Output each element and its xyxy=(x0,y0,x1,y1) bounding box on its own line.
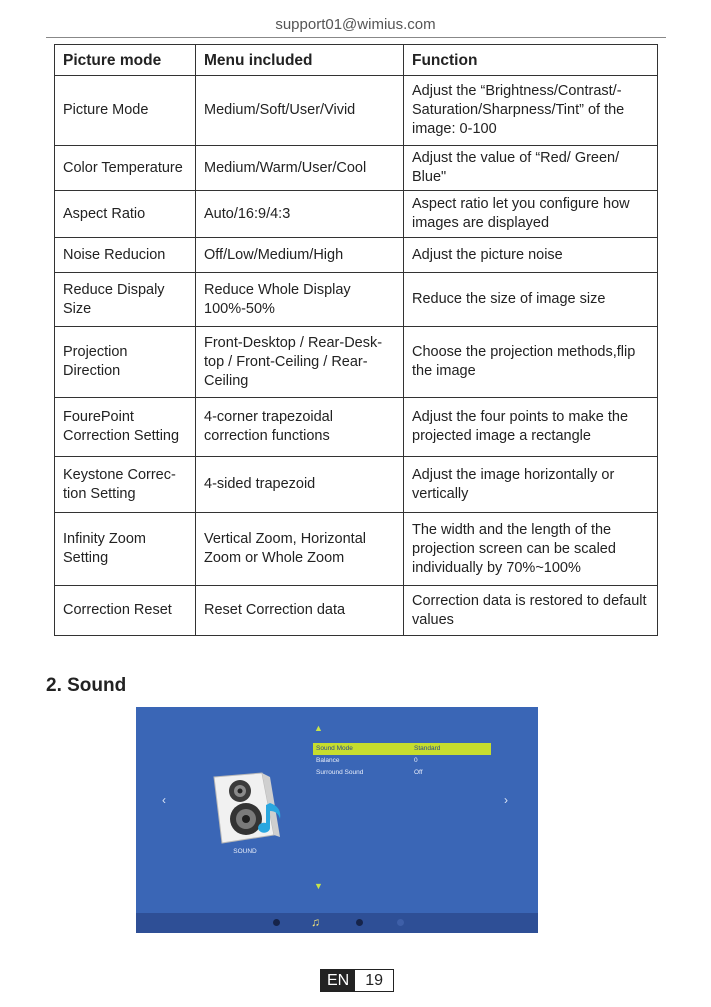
table-row xyxy=(55,273,658,327)
cell-mode: Keystone Correc-tion Setting xyxy=(55,457,196,513)
column-header: Picture mode xyxy=(55,45,196,76)
table-row xyxy=(55,398,658,457)
picture-category-icon[interactable] xyxy=(273,919,280,926)
cell-mode: Infinity Zoom Setting xyxy=(55,513,196,586)
cell-mode: Noise Reducion xyxy=(55,238,196,273)
cell-mode: Projection Direction xyxy=(55,327,196,398)
cell-function: Choose the projection methods,flip the image xyxy=(404,327,658,398)
cell-menu: Reset Correction data xyxy=(196,586,404,636)
table-row xyxy=(55,76,658,146)
menu-item-balance[interactable] xyxy=(313,755,491,767)
table-row xyxy=(55,327,658,398)
menu-item-label: Balance xyxy=(316,757,340,764)
cell-mode: FourePoint Correction Setting xyxy=(55,398,196,457)
cell-mode: Aspect Ratio xyxy=(55,191,196,238)
scroll-up-arrow-icon[interactable]: ▲ xyxy=(314,723,323,733)
setup-category-icon[interactable] xyxy=(397,919,404,926)
cell-menu: Reduce Whole Display 100%-50% xyxy=(196,273,404,327)
cell-function: Adjust the four points to make the projected image a rectangle xyxy=(404,398,658,457)
cell-function: Correction data is restored to default values xyxy=(404,586,658,636)
menu-item-sound-mode[interactable] xyxy=(313,743,491,755)
cell-menu: Auto/16:9/4:3 xyxy=(196,191,404,238)
scroll-down-arrow-icon[interactable]: ▼ xyxy=(314,881,323,891)
language-tag: EN xyxy=(321,970,355,991)
table-row xyxy=(55,586,658,636)
cell-function: Adjust the “Brightness/Contrast/-Saturation/Sharpness/Tint” of the image: 0-100 xyxy=(404,76,658,146)
menu-item-value: Off xyxy=(414,769,423,776)
table-row xyxy=(55,191,658,238)
section-title: 2. Sound xyxy=(46,675,127,696)
table-row xyxy=(55,513,658,586)
cell-menu: Vertical Zoom, Horizontal Zoom or Whole Zoom xyxy=(196,513,404,586)
cell-function: Reduce the size of image size xyxy=(404,273,658,327)
header-email: support01@wimius.com xyxy=(275,16,436,33)
time-category-icon[interactable] xyxy=(356,919,363,926)
cell-menu: Front-Desktop / Rear-Desk-top / Front-Ceiling / Rear-Ceiling xyxy=(196,327,404,398)
previous-page-chevron-icon[interactable]: ‹ xyxy=(162,793,166,807)
cell-function: Adjust the image horizontally or vertically xyxy=(404,457,658,513)
picture-settings-table xyxy=(54,44,658,636)
cell-function: Adjust the picture noise xyxy=(404,238,658,273)
table-header-row xyxy=(55,45,658,76)
table-row xyxy=(55,146,658,191)
page-footer xyxy=(320,969,394,992)
cell-mode: Correction Reset xyxy=(55,586,196,636)
cell-menu: Medium/Soft/User/Vivid xyxy=(196,76,404,146)
column-header: Function xyxy=(404,45,658,76)
sound-category-label: SOUND xyxy=(233,848,257,855)
cell-menu: Medium/Warm/User/Cool xyxy=(196,146,404,191)
menu-item-surround-sound[interactable] xyxy=(313,767,491,779)
menu-item-label: Surround Sound xyxy=(316,769,364,776)
next-page-chevron-icon[interactable]: › xyxy=(504,793,508,807)
cell-mode: Picture Mode xyxy=(55,76,196,146)
menu-item-value: Standard xyxy=(414,745,441,752)
cell-menu: 4-corner trapezoidal correction functions xyxy=(196,398,404,457)
menu-item-value: 0 xyxy=(414,757,418,764)
table-row xyxy=(55,457,658,513)
cell-mode: Color Temperature xyxy=(55,146,196,191)
cell-function: Aspect ratio let you configure how images are displayed xyxy=(404,191,658,238)
sound-menu-screenshot xyxy=(136,707,538,933)
category-bar xyxy=(136,913,538,933)
speaker-icon xyxy=(204,769,288,847)
cell-function: Adjust the value of “Red/ Green/ Blue" xyxy=(404,146,658,191)
menu-item-label: Sound Mode xyxy=(316,745,353,752)
music-note-icon[interactable]: ♫ xyxy=(311,915,320,929)
sound-settings-menu xyxy=(313,743,491,779)
cell-mode: Reduce Dispaly Size xyxy=(55,273,196,327)
cell-menu: 4-sided trapezoid xyxy=(196,457,404,513)
page-number: 19 xyxy=(355,970,393,991)
cell-menu: Off/Low/Medium/High xyxy=(196,238,404,273)
column-header: Menu included xyxy=(196,45,404,76)
cell-function: The width and the length of the projection screen can be scaled individually by 70%~100% xyxy=(404,513,658,586)
header-divider xyxy=(46,37,666,38)
table-row xyxy=(55,238,658,273)
